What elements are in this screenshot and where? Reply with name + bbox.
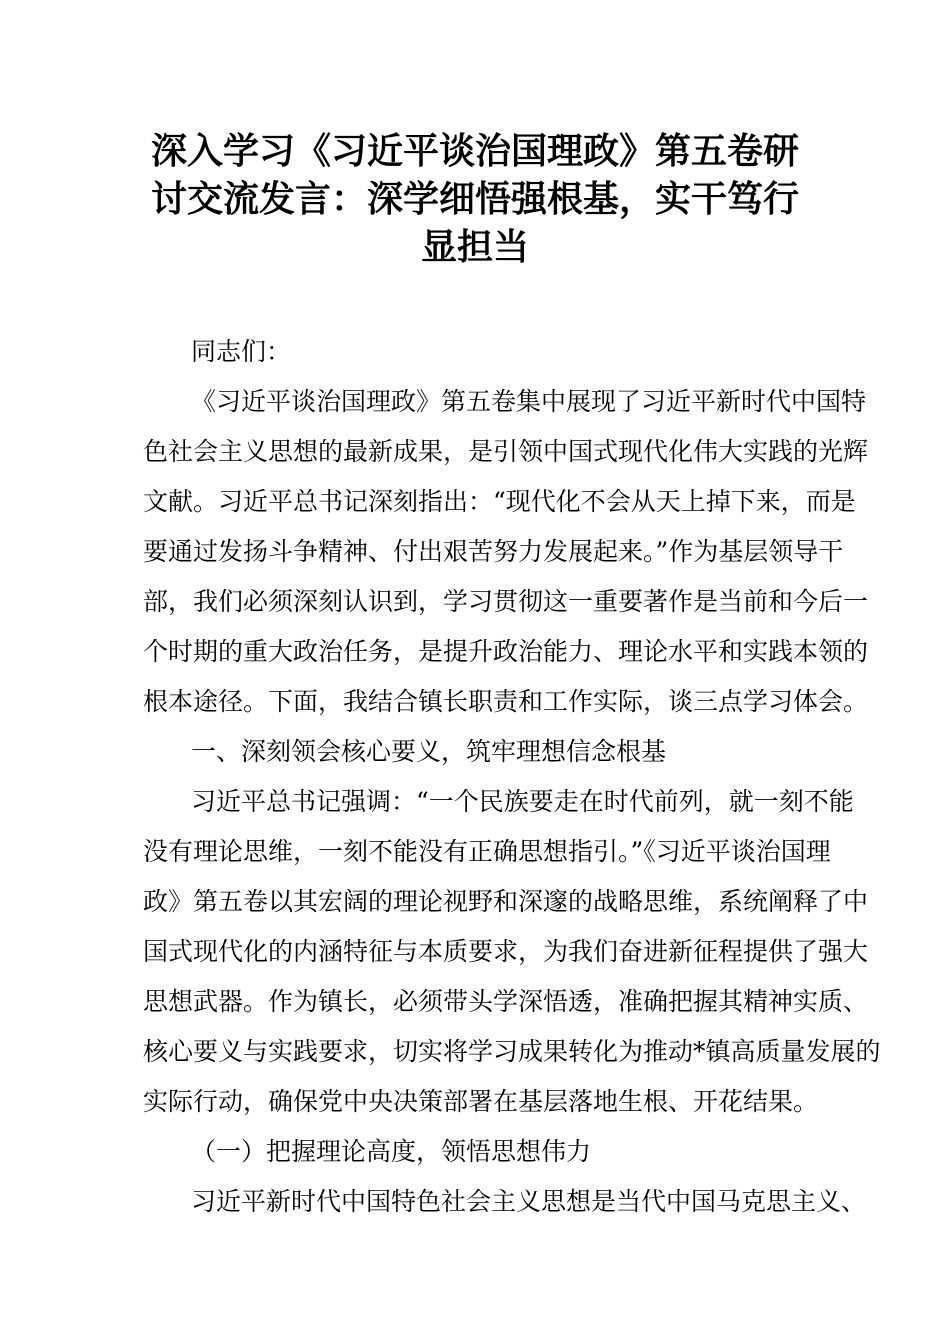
paragraph-line: 个时期的重大政治任务，是提升政治能力、理论水平和实践本领的 bbox=[143, 637, 869, 666]
paragraph-section-1 bbox=[143, 777, 881, 1127]
document-body bbox=[143, 327, 881, 1227]
greeting: 同志们： bbox=[191, 337, 292, 366]
paragraph-line: 根本途径。下面，我结合镇长职责和工作实际，谈三点学习体会。 bbox=[143, 687, 869, 716]
paragraph-line: 政》第五卷以其宏阔的理论视野和深邃的战略思维，系统阐释了中 bbox=[143, 887, 869, 916]
paragraph-line: 思想武器。作为镇长，必须带头学深悟透，准确把握其精神实质、 bbox=[143, 987, 869, 1016]
paragraph-line: 文献。习近平总书记深刻指出：“现代化不会从天上掉下来，而是 bbox=[143, 487, 856, 516]
paragraph-line: 《习近平谈治国理政》第五卷集中展现了习近平新时代中国特 bbox=[191, 387, 867, 416]
section-heading-1: 一、深刻领会核心要义，筑牢理想信念根基 bbox=[191, 737, 667, 766]
document-title bbox=[0, 128, 950, 272]
paragraph-line: 色社会主义思想的最新成果，是引领中国式现代化伟大实践的光辉 bbox=[143, 437, 869, 466]
paragraph-line: 实际行动，确保党中央决策部署在基层落地生根、开花结果。 bbox=[143, 1087, 819, 1116]
paragraph-line: 国式现代化的内涵特征与本质要求，为我们奋进新征程提供了强大 bbox=[143, 937, 869, 966]
title-line: 显担当 bbox=[420, 227, 529, 268]
title-line: 讨交流发言：深学细悟强根基，实干笃行 bbox=[150, 179, 799, 220]
paragraph-line: 习近平新时代中国特色社会主义思想是当代中国马克思主义、 bbox=[191, 1187, 867, 1216]
paragraph-intro bbox=[143, 377, 869, 727]
paragraph-line: 习近平总书记强调：“一个民族要走在时代前列，就一刻不能 bbox=[191, 787, 854, 816]
paragraph-line: 部，我们必须深刻认识到，学习贯彻这一重要著作是当前和今后一 bbox=[143, 587, 869, 616]
paragraph-line: 要通过发扬斗争精神、付出艰苦努力发展起来。”作为基层领导干 bbox=[143, 537, 844, 566]
subsection-heading-1: （一）把握理论高度，领悟思想伟力 bbox=[191, 1137, 592, 1166]
paragraph-line: 核心要义与实践要求，切实将学习成果转化为推动*镇高质量发展的 bbox=[143, 1037, 881, 1066]
paragraph-line: 没有理论思维，一刻不能没有正确思想指引。”《习近平谈治国理 bbox=[143, 837, 831, 866]
title-line: 深入学习《习近平谈治国理政》第五卷研 bbox=[150, 131, 799, 172]
